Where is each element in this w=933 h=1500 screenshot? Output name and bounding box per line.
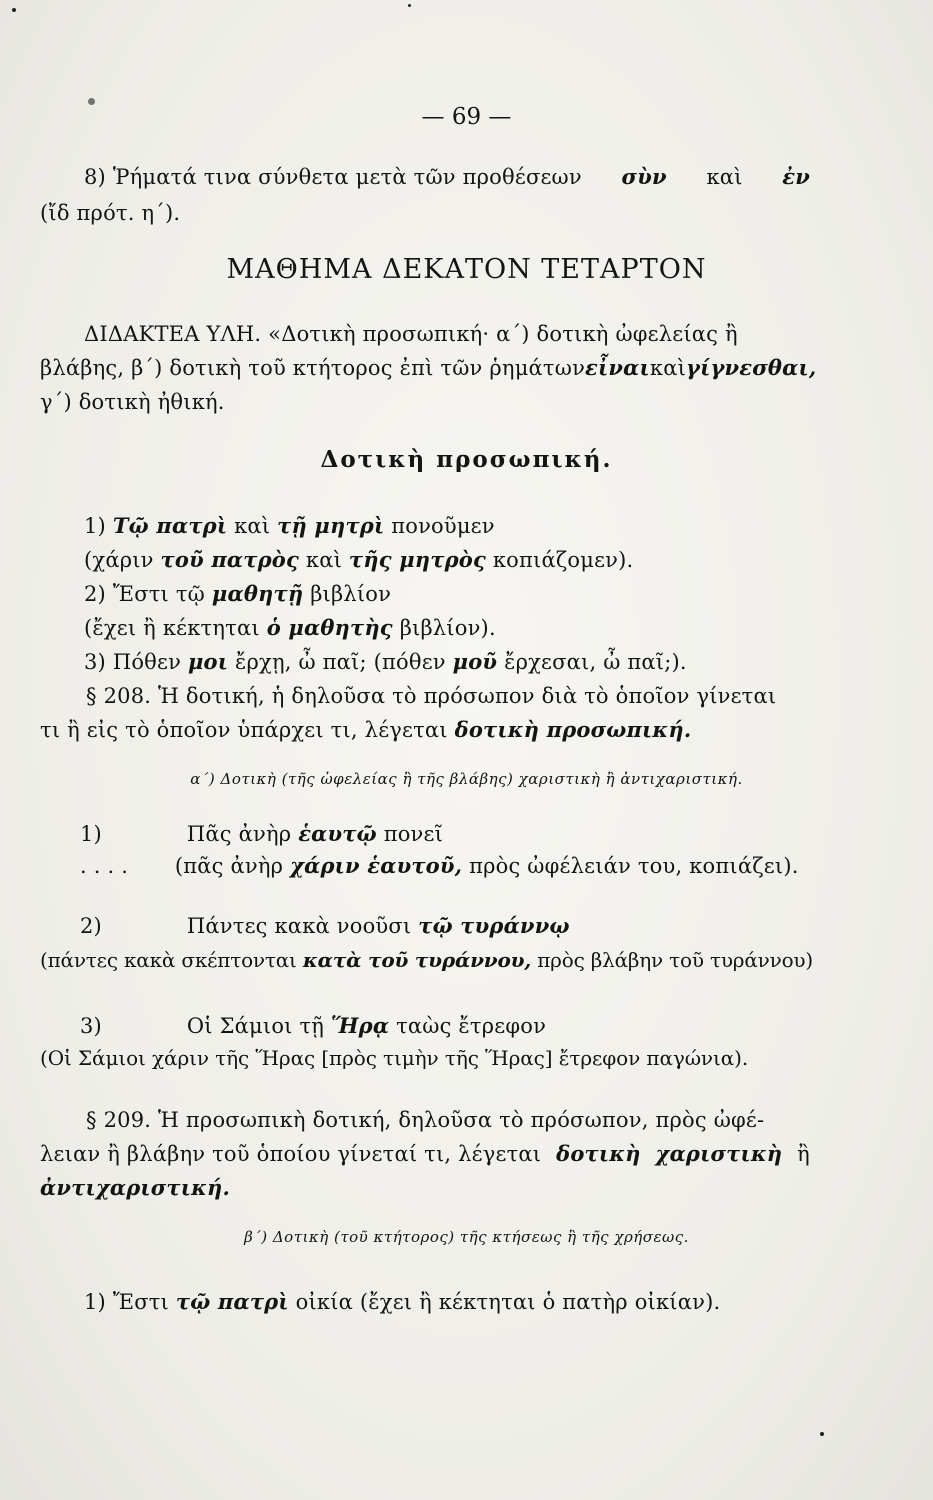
example-c-bold: τῷ πατρὶ — [175, 1289, 289, 1314]
example-2 — [84, 580, 391, 608]
paraphrase-bold: χάριν ἑαυτοῦ, — [290, 853, 463, 878]
paragraph-208-line-2 — [40, 716, 691, 744]
paraphrase-text-2: καὶ — [305, 548, 343, 572]
example-3-text-2: ἔρχῃ, ὦ παῖ; (πόθεν — [235, 650, 446, 674]
example-3-bold-2: μοῦ — [452, 649, 498, 674]
intro-text: 8) Ῥήματά τινα σύνθετα μετὰ τῶν προθέσεων — [84, 165, 582, 189]
example-3-text-3: ἔρχεσαι, ὦ παῖ;). — [504, 650, 687, 674]
caption-a: α΄) Δοτικὴ (τῆς ὠφελείας ἢ τῆς βλάβης) χαριστικὴ ἢ ἀντιχαριστική. — [190, 770, 743, 788]
example-3-text: 3) Πόθεν — [84, 650, 182, 674]
example-c-1 — [84, 1288, 720, 1316]
example-b-3-number: 3) — [80, 1014, 102, 1038]
paraphrase-bold-2: τῆς μητρὸς — [348, 547, 486, 572]
paraphrase-text: (πάντες κακὰ σκέπτονται — [40, 948, 297, 972]
example-b-1 — [80, 820, 443, 848]
example-b-3-paraphrase: (Οἱ Σάμιοι χάριν τῆς Ἥρας [πρὸς τιμὴν τῆς Ἥρας] ἔτρεφον παγώνια). — [40, 1046, 749, 1070]
paragraph-209-text-2: ἢ — [797, 1142, 810, 1166]
page-number: — 69 — — [421, 104, 512, 130]
example-b-1-text: Πᾶς ἀνὴρ — [186, 822, 292, 846]
example-2-text-2: βιβλίον — [310, 582, 392, 606]
paragraph-208-text: τι ἢ εἰς τὸ ὁποῖον ὑπάρχει τι, λέγεται — [40, 718, 448, 742]
example-b-1-paraphrase — [80, 852, 799, 880]
example-b-2-number: 2) — [80, 914, 102, 938]
paragraph-209-line-2 — [40, 1140, 810, 1168]
paragraph-208-bold: δοτικὴ προσωπική. — [454, 717, 692, 742]
syllabus-line-3: γ΄) δοτικὴ ἠθική. — [40, 390, 225, 414]
syllabus-line-2 — [40, 354, 817, 382]
example-1-bold: Τῷ πατρὶ — [112, 513, 228, 538]
example-1-number: 1) — [84, 514, 106, 538]
lesson-title: ΜΑΘΗΜΑ ΔΕΚΑΤΟΝ ΤΕΤΑΡΤΟΝ — [226, 254, 707, 285]
example-b-3-text: Οἱ Σάμιοι τῇ — [186, 1014, 325, 1038]
example-b-2-bold: τῷ τυράννῳ — [418, 913, 570, 938]
example-b-2-text: Πάντες κακὰ νοοῦσι — [186, 914, 412, 938]
syllabus-text: βλάβης, β΄) δοτικὴ τοῦ κτήτορος ἐπὶ τῶν ῥημάτων — [40, 356, 586, 380]
ink-speck — [820, 1432, 824, 1436]
example-1-paraphrase — [84, 546, 633, 574]
example-2-text: 2) Ἔστι τῷ — [84, 582, 206, 606]
paraphrase-text-2: πρὸς ὠφέλειάν του, κοπιάζει). — [469, 854, 799, 878]
caption-b: β΄) Δοτικὴ (τοῦ κτήτορος) τῆς κτήσεως ἢ τῆς χρήσεως. — [244, 1228, 689, 1246]
paraphrase-text: (χάριν — [84, 548, 154, 572]
paraphrase-bold: ὁ μαθητὴς — [266, 615, 393, 640]
example-2-paraphrase — [84, 614, 496, 642]
intro-text-kai: καὶ — [706, 165, 743, 189]
intro-bold-en: ἐν — [782, 164, 810, 189]
paraphrase-text-2: βιβλίον). — [399, 616, 496, 640]
paragraph-208-line-1: § 208. Ἡ δοτική, ἡ δηλοῦσα τὸ πρόσωπον διὰ τὸ ὁποῖον γίνεται — [86, 684, 777, 708]
paragraph-209-line-1: § 209. Ἡ προσωπικὴ δοτική, δηλοῦσα τὸ πρόσωπον, πρὸς ὠφέ- — [86, 1108, 765, 1132]
paragraph-209-text: λειαν ἢ βλάβην τοῦ ὁποίου γίνεταί τι, λέγεται — [40, 1142, 542, 1166]
intro-line-1 — [84, 163, 810, 191]
ink-speck — [408, 4, 411, 7]
paraphrase-text: (ἔχει ἢ κέκτηται — [84, 616, 260, 640]
paraphrase-bold: κατὰ τοῦ τυράννου, — [302, 948, 532, 972]
paraphrase-text: (πᾶς ἀνὴρ — [174, 854, 284, 878]
example-1-text: καὶ — [234, 514, 271, 538]
example-b-2-paraphrase — [40, 946, 813, 974]
example-b-3 — [80, 1012, 546, 1040]
example-1-text-2: πονοῦμεν — [391, 514, 495, 538]
syllabus-text-kai: καὶ — [649, 356, 687, 380]
example-b-2 — [80, 912, 570, 940]
example-b-3-bold: Ἥρᾳ — [330, 1013, 390, 1038]
example-b-1-bold: ἑαυτῷ — [298, 821, 377, 846]
example-1 — [84, 512, 495, 540]
paraphrase-text-2: πρὸς βλάβην τοῦ τυράννου) — [537, 948, 813, 972]
example-3-bold: μοι — [187, 649, 229, 674]
paraphrase-text-3: κοπιάζομεν). — [492, 548, 634, 572]
example-2-bold: μαθητῇ — [211, 581, 304, 606]
syllabus-bold-einai: εἶναι — [585, 355, 650, 380]
leader-dots: . . . . — [80, 854, 129, 878]
intro-bold-syn: σὺν — [621, 164, 667, 189]
section-heading: Δοτικὴ προσωπική. — [320, 446, 613, 473]
example-3 — [84, 648, 687, 676]
paragraph-209-bold: δοτικὴ — [556, 1141, 641, 1166]
paragraph-209-bold-2: χαριστικὴ — [655, 1141, 783, 1166]
example-b-3-text-2: ταὼς ἔτρεφον — [396, 1014, 547, 1038]
ink-speck — [12, 8, 16, 12]
paraphrase-bold: τοῦ πατρὸς — [160, 547, 299, 572]
syllabus-bold-gignesthai: γίγνεσθαι, — [686, 355, 817, 380]
syllabus-line-1: ΔΙΔΑΚΤΕΑ ΥΛΗ. «Δοτικὴ προσωπική· α΄) δοτικὴ ὠφελείας ἢ — [84, 322, 738, 346]
example-b-1-number: 1) — [80, 822, 102, 846]
paragraph-209-line-3: ἀντιχαριστική. — [40, 1175, 231, 1200]
example-b-1-text-2: πονεῖ — [383, 822, 444, 846]
example-c-text: 1) Ἔστι — [84, 1290, 169, 1314]
intro-line-2: (ἴδ πρότ. η΄). — [40, 201, 181, 225]
example-c-text-2: οἰκία (ἔχει ἢ κέκτηται ὁ πατὴρ οἰκίαν). — [295, 1290, 721, 1314]
example-1-bold-2: τῇ μητρὶ — [277, 513, 385, 538]
